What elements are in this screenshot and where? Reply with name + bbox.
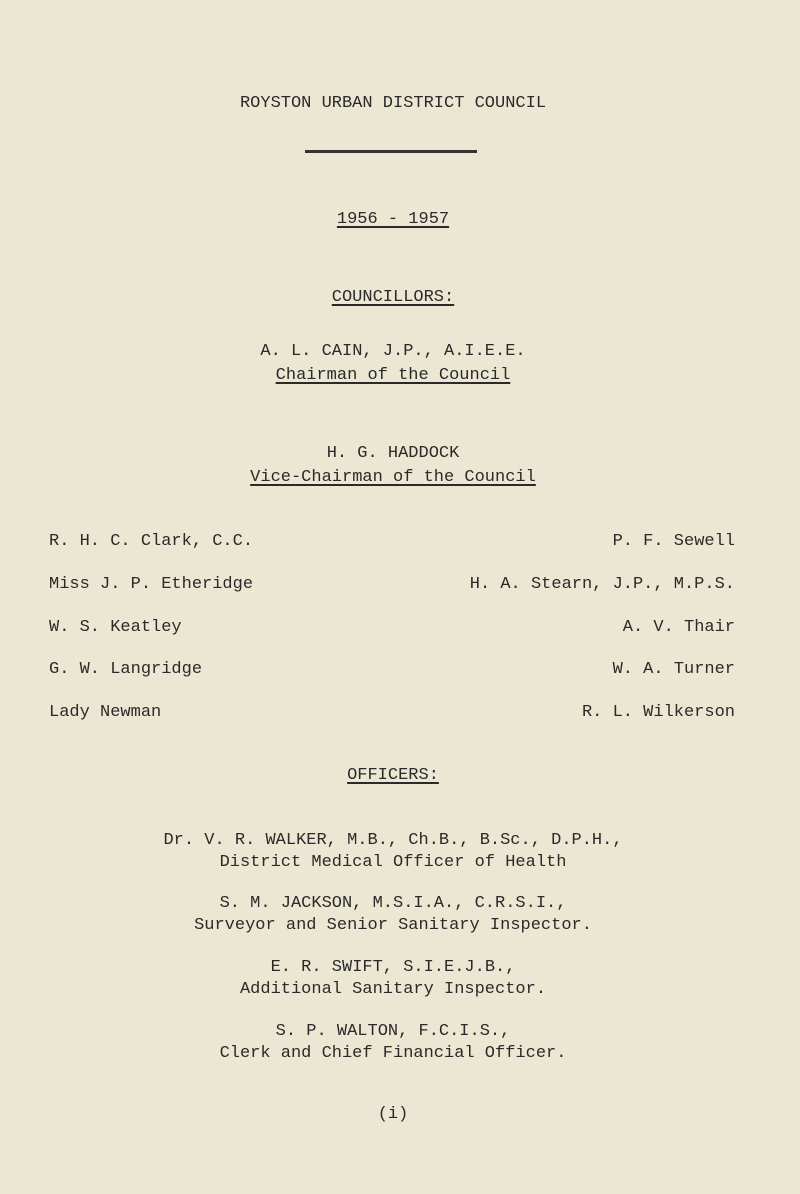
councillor: G. W. Langridge (49, 660, 203, 679)
officer-role: Surveyor and Senior Sanitary Inspector. (194, 916, 592, 935)
officer-role: Clerk and Chief Financial Officer. (219, 1044, 567, 1063)
officer-name: Dr. V. R. WALKER, M.B., Ch.B., B.Sc., D.P.H., (163, 831, 623, 850)
page-number: (i) (377, 1105, 409, 1124)
chairman-name: A. L. CAIN, J.P., A.I.E.E. (260, 342, 526, 361)
councillor: W. A. Turner (612, 660, 735, 679)
officer-name: E. R. SWIFT, S.I.E.J.B., (270, 958, 516, 977)
document-title: ROYSTON URBAN DISTRICT COUNCIL (239, 94, 547, 113)
councillor: P. F. Sewell (612, 532, 735, 551)
chairman-role: Chairman of the Council (275, 366, 511, 385)
councillors-heading: COUNCILLORS: (331, 288, 455, 307)
officer-role: District Medical Officer of Health (219, 853, 567, 872)
officers-heading: OFFICERS: (347, 766, 439, 785)
vice-chairman-role: Vice-Chairman of the Council (250, 468, 536, 487)
councillor: Lady Newman (49, 703, 162, 722)
councillor: H. A. Stearn, J.P., M.P.S. (469, 575, 735, 594)
councillor: W. S. Keatley (49, 618, 182, 637)
officer-role: Additional Sanitary Inspector. (239, 980, 547, 999)
councillor: R. L. Wilkerson (581, 703, 735, 722)
councillor: A. V. Thair (622, 618, 735, 637)
vice-chairman-name: H. G. HADDOCK (326, 444, 460, 463)
officer-name: S. P. WALTON, F.C.I.S., (275, 1022, 511, 1041)
years: 1956 - 1957 (336, 210, 450, 229)
title-rule (305, 150, 477, 153)
councillor: R. H. C. Clark, C.C. (49, 532, 254, 551)
councillor: Miss J. P. Etheridge (49, 575, 254, 594)
officer-name: S. M. JACKSON, M.S.I.A., C.R.S.I., (219, 894, 567, 913)
